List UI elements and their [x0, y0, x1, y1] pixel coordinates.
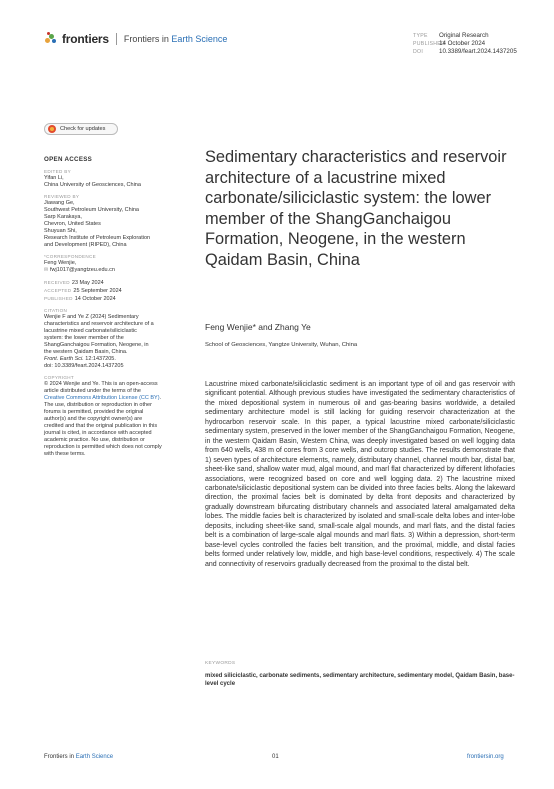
- license-link[interactable]: Creative Commons Attribution License (CC BY): [44, 395, 160, 401]
- citation-volume: 12:1437205.: [83, 356, 116, 362]
- page-number: 01: [272, 754, 279, 760]
- keywords-list: mixed siliciclastic, carbonate sediments, sedimentary architecture, sedimentary model, Qaidam Basin, base-level cycle: [205, 673, 515, 688]
- meta-published-label: PUBLISHED: [413, 41, 446, 48]
- reviewer-line: and Development (RIPED), China: [44, 242, 127, 248]
- article-authors[interactable]: Feng Wenjie* and Zhang Ye: [205, 322, 311, 332]
- check-updates-label: Check for updates: [60, 126, 106, 132]
- update-icon: [48, 125, 56, 133]
- correspondent-name: Feng Wenjie,: [44, 260, 77, 266]
- meta-doi-label: DOI: [413, 49, 424, 56]
- copyright-text-pre: © 2024 Wenjie and Ye. This is an open-access article distributed under the terms of the: [44, 381, 158, 394]
- meta-type-value: Original Research: [439, 32, 489, 39]
- journal-prefix: Frontiers in: [123, 34, 172, 44]
- reviewer-line: Southwest Petroleum University, China: [44, 207, 139, 213]
- citation-block: [44, 308, 162, 370]
- journal-header: [44, 32, 227, 46]
- reviewer-line: Chevron, United States: [44, 221, 101, 227]
- citation-doi[interactable]: doi: 10.3389/feart.2024.1437205: [44, 363, 124, 369]
- footer-journal-prefix: Frontiers in: [44, 754, 76, 760]
- edited-by-label: EDITED BY: [44, 169, 71, 174]
- meta-published-value: 14 October 2024: [439, 40, 486, 48]
- keywords-label: KEYWORDS: [205, 661, 236, 666]
- article-meta: [413, 32, 517, 57]
- dates-block: [44, 279, 162, 303]
- author-affiliation: School of Geosciences, Yangtze University, Wuhan, China: [205, 342, 358, 348]
- editor-name: Yifan Li,: [44, 175, 64, 181]
- correspondence-block: [44, 254, 162, 274]
- citation-line: system: the lower member of the: [44, 335, 124, 341]
- received-date: 23 May 2024: [71, 280, 104, 286]
- frontiers-logo-icon: [44, 32, 58, 46]
- journal-title: Earth Science: [171, 34, 228, 44]
- citation-line: ShangGanchaigou Formation, Neogene, in: [44, 342, 149, 348]
- mail-icon: ✉: [44, 267, 49, 273]
- edited-by-block: [44, 169, 162, 189]
- citation-label: CITATION: [44, 308, 68, 313]
- received-label: RECEIVED: [44, 280, 70, 285]
- reviewer-line: Sarp Karakaya,: [44, 214, 82, 220]
- reviewer-line: Jiawang Ge,: [44, 200, 75, 206]
- article-sidebar: [44, 156, 162, 463]
- article-abstract: Lacustrine mixed carbonate/siliciclastic sediment is an important type of oil and gas reservoir with significant potential. Although previous studies have investigated the sedimentary characteristics of the mixed depositional system in numerous oil and gas-bearing basins worldwide, a detailed sedimentary architecture model is still lacking for guiding reservoir characterization at the hydrocarbon reservoir scale. In this paper, a typical lacustrine mixed carbonate/siliciclastic sedimentary system, preserved in the lower member of the ShangGanchaigou Formation, Neogene, in the western Qaidam Basin, Western China, was deeply investigated based on well logging data from 640 wells, 438 m of cores from 3 core wells, and outcrop studies. The results demonstrate that 1) seven types of architecture elements, namely, distributary channel, channel mouth bar, distal bar, sheet-like sand, shallow water mud, algal mound, and marl flat characterized by different lithofacies associations, were recognized based on core and well logging data. 2) The lacustrine mixed carbonate/siliciclastic depositional system can be divided into three facies belts. Along the lakeward direction, the proximal facies belt is dominated by delta front deposits and characterized by gradually downstream bifurcating distributary channels and associated lateral amalgamated delta lobes. The middle facies belt is characterized by isolated and small-scale delta lobes and inter-lobe deposits, including sheet-like sand, small-scale algal mounds, and marl flats, and the distal facies belt is a combination of large-scale algal mounds and marl flats. 3) Within a depression, short-term base-level cycles controlled the facies belt transition, and the proximal, middle, and distal facies belts formed under relatively low, middle, and high base-level conditions, respectively. 4) The scale and connectivity of reservoirs gradually decreased from the proximal to the distal belt.: [205, 381, 515, 568]
- citation-line: characteristics and reservoir architecture of a: [44, 321, 154, 327]
- article-title: Sedimentary characteristics and reservoir architecture of a lacustrine mixed carbonate/siliciclastic system: the lower member of the ShangGanchaigou Formation, Neogene, in the western Qaidam Basin, China: [205, 148, 507, 269]
- meta-doi-value[interactable]: 10.3389/feart.2024.1437205: [439, 48, 517, 56]
- copyright-text-post: . The use, distribution or reproduction in other forums is permitted, provided the original author(s) and the copyright owner(s) are credited and that the original publication in this journal is cited, in accordance with accepted academic practice. No use, distribution or reproduction is permitted which does not comply with these terms.: [44, 395, 162, 457]
- published-label: PUBLISHED: [44, 296, 73, 301]
- reviewer-line: Shuyuan Shi,: [44, 228, 77, 234]
- footer-journal-name: Earth Science: [75, 754, 114, 760]
- correspondence-label: *CORRESPONDENCE: [44, 254, 96, 259]
- meta-type-label: TYPE: [413, 33, 428, 39]
- footer-journal[interactable]: [44, 754, 113, 760]
- header-divider: [116, 33, 117, 45]
- frontiers-logo[interactable]: [44, 32, 109, 46]
- citation-line: lacustrine mixed carbonate/siliciclastic: [44, 328, 137, 334]
- footer-site-link[interactable]: frontiersin.org: [467, 754, 504, 760]
- citation-journal: Front. Earth Sci.: [44, 356, 84, 362]
- open-access-label: OPEN ACCESS: [44, 156, 93, 163]
- citation-line: the western Qaidam Basin, China.: [44, 349, 128, 355]
- reviewer-line: Research Institute of Petroleum Exploration: [44, 235, 151, 241]
- accepted-date: 25 September 2024: [73, 288, 122, 294]
- journal-name[interactable]: [124, 34, 228, 44]
- correspondent-email[interactable]: fwj1017@yangtzeu.edu.cn: [50, 267, 115, 273]
- copyright-block: [44, 375, 162, 458]
- published-date: 14 October 2024: [74, 296, 116, 302]
- check-for-updates-button[interactable]: [44, 123, 118, 135]
- reviewed-by-label: REVIEWED BY: [44, 194, 80, 199]
- copyright-label: COPYRIGHT: [44, 375, 75, 380]
- citation-line: Wenjie F and Ye Z (2024) Sedimentary: [44, 314, 139, 320]
- editor-affiliation: China University of Geosciences, China: [44, 182, 141, 188]
- logo-text: frontiers: [62, 32, 109, 46]
- accepted-label: ACCEPTED: [44, 288, 72, 293]
- reviewed-by-block: [44, 194, 162, 249]
